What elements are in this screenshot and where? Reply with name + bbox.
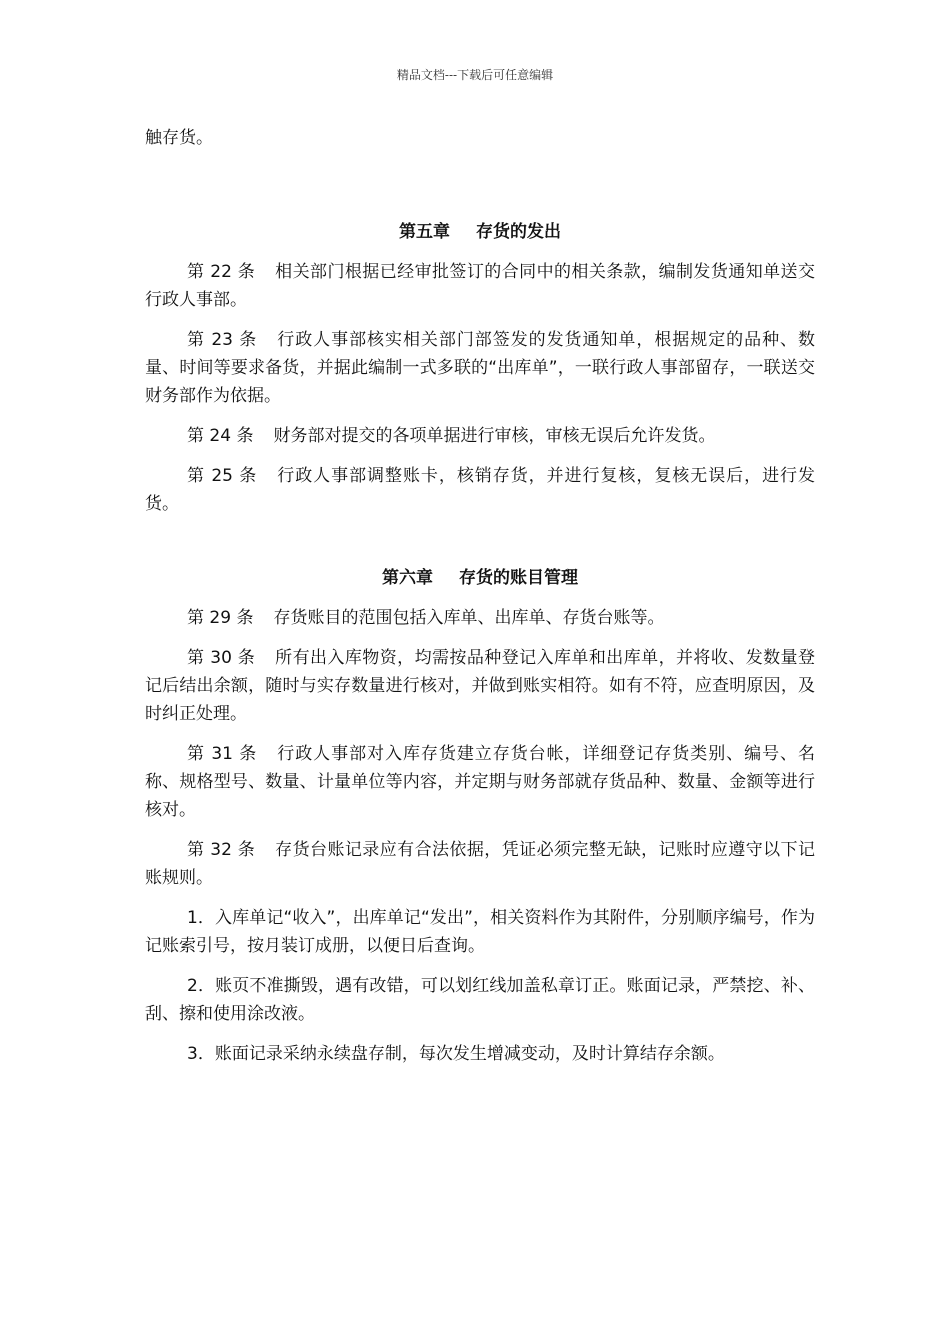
chapter-6-heading <box>145 564 815 592</box>
article-32-label: 第 32 条 <box>187 840 256 860</box>
article-22-label: 第 22 条 <box>187 262 256 282</box>
article-32-text: 存货台账记录应有合法依据，凭证必须完整无缺，记账时应遵守以下记账规则。 <box>145 840 815 888</box>
rule-3: 3．账面记录采纳永续盘存制，每次发生增减变动，及时计算结存余额。 <box>187 1044 725 1064</box>
article-30-label: 第 30 条 <box>187 648 256 668</box>
chapter-5-heading <box>145 218 815 246</box>
article-24-label: 第 24 条 <box>187 426 254 446</box>
article-30 <box>145 644 815 728</box>
chapter-5-title: 存货的发出 <box>476 222 561 242</box>
article-31-label: 第 31 条 <box>187 744 258 764</box>
rule-1: 1．入库单记“收入”，出库单记“发出”，相关资料作为其附件，分别顺序编号，作为记账索引号，按月装订成册，以便日后查询。 <box>145 908 815 956</box>
article-25-text: 行政人事部调整账卡，核销存货，并进行复核，复核无误后，进行发货。 <box>145 466 815 514</box>
page-header: 精品文档---下载后可任意编辑 <box>396 68 554 82</box>
chapter-6-title: 存货的账目管理 <box>459 568 578 588</box>
article-31 <box>145 740 815 824</box>
article-30-text: 所有出入库物资，均需按品种登记入库单和出库单，并将收、发数量登记后结出余额，随时与实存数量进行核对，并做到账实相符。如有不符，应查明原因，及时纠正处理。 <box>145 648 815 724</box>
chapter-5-number: 第五章 <box>399 222 450 242</box>
article-22 <box>145 258 815 314</box>
article-29-text: 存货账目的范围包括入库单、出库单、存货台账等。 <box>273 608 665 628</box>
article-25-label: 第 25 条 <box>187 466 258 486</box>
article-23 <box>145 326 815 410</box>
continuation-text: 触存货。 <box>145 128 213 148</box>
article-24 <box>145 422 815 450</box>
rule-2: 2．账页不准撕毁，遇有改错，可以划红线加盖私章订正。账面记录，严禁挖、补、刮、擦和使用涂改液。 <box>145 976 815 1024</box>
article-31-text: 行政人事部对入库存货建立存货台帐，详细登记存货类别、编号、名称、规格型号、数量、计量单位等内容，并定期与财务部就存货品种、数量、金额等进行核对。 <box>145 744 815 820</box>
article-23-label: 第 23 条 <box>187 330 258 350</box>
article-32 <box>145 836 815 892</box>
article-29 <box>145 604 815 632</box>
article-25 <box>145 462 815 518</box>
chapter-6-number: 第六章 <box>382 568 433 588</box>
article-24-text: 财务部对提交的各项单据进行审核，审核无误后允许发货。 <box>273 426 716 446</box>
article-29-label: 第 29 条 <box>187 608 254 628</box>
article-22-text: 相关部门根据已经审批签订的合同中的相关条款，编制发货通知单送交行政人事部。 <box>145 262 815 310</box>
document-body <box>145 124 815 1080</box>
article-23-text: 行政人事部核实相关部门部签发的发货通知单，根据规定的品种、数量、时间等要求备货，并据此编制一式多联的“出库单”，一联行政人事部留存，一联送交财务部作为依据。 <box>145 330 815 406</box>
